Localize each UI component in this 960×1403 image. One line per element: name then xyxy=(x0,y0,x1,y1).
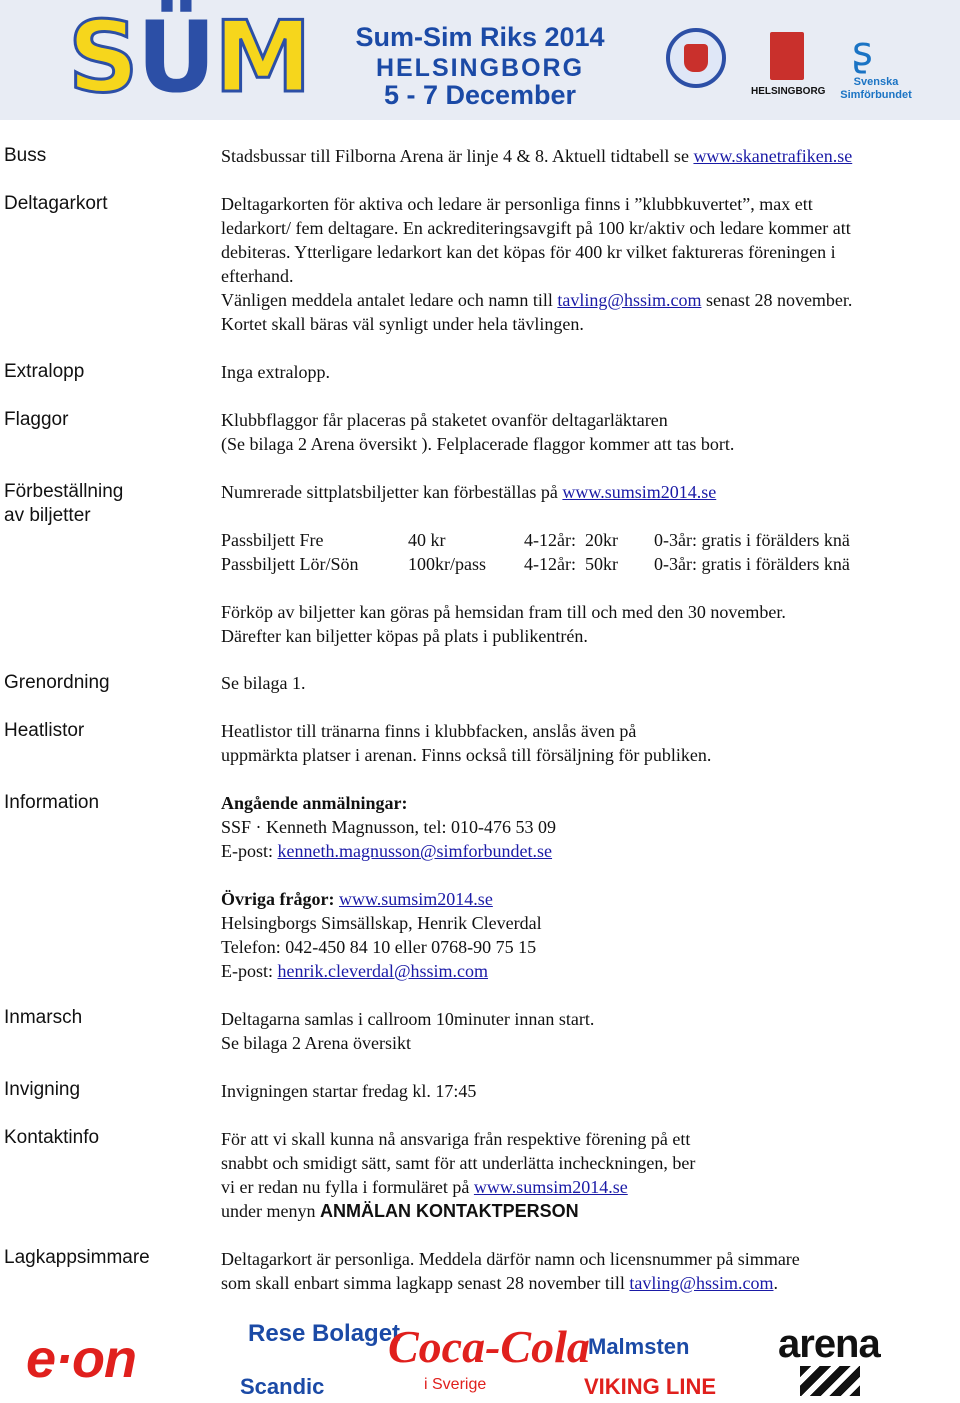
helsingborg-logo-label: HELSINGBORG xyxy=(751,86,826,97)
ssf-logo-label: Svenska Simförbundet xyxy=(840,76,912,101)
event-dates: 5 - 7 December xyxy=(383,80,577,110)
info-heading: Angående anmälningar: xyxy=(221,793,408,813)
tavling-email-link[interactable]: tavling@hssim.com xyxy=(557,290,702,310)
label-forbestallning: Förbeställning xyxy=(4,481,124,502)
label-information: Information xyxy=(4,792,100,813)
coca-cola-sub-label: i Sverige xyxy=(424,1376,487,1393)
label-buss: Buss xyxy=(4,145,47,166)
price-row-2-infant: 0-3år: gratis i förälders knä xyxy=(654,554,850,574)
deltagarkort-last: Kortet skall bäras väl synligt under hela tävlingen. xyxy=(221,314,584,334)
malmsten-logo: Malmsten xyxy=(588,1334,690,1359)
presale-line-2: Därefter kan biljetter köpas på plats i publikentrén. xyxy=(221,626,588,646)
menu-name: ANMÄLAN KONTAKTPERSON xyxy=(319,1201,579,1221)
resebolaget-logo: Rese Bolaget xyxy=(248,1320,401,1347)
kontaktinfo-line-2: snabbt och smidigt sätt, samt för att underlätta incheckningen, ber xyxy=(221,1153,696,1173)
scandic-logo: Scandic xyxy=(240,1374,325,1399)
inmarsch-line-1: Deltagarna samlas i callroom 10minuter innan start. xyxy=(221,1009,595,1029)
label-kontaktinfo: Kontaktinfo xyxy=(4,1127,100,1148)
deltagarkort-line-2: ledarkort/ fem deltagare. En ackrediteringsavgift på 100 kr/aktiv och ledare kommer att xyxy=(221,218,851,238)
eon-logo: e·on xyxy=(26,1329,136,1389)
price-row-2-child: 4-12år: 50kr xyxy=(524,554,618,574)
arena-diamond-icon xyxy=(800,1366,860,1396)
label-extralopp: Extralopp xyxy=(4,361,85,382)
heatlistor-line-2: uppmärkta platser i arenan. Finns också till försäljning för publiken. xyxy=(221,745,712,765)
coca-cola-logo: Coca-Cola xyxy=(388,1321,590,1372)
price-row-2-name: Passbiljett Lör/Sön xyxy=(221,554,359,574)
deltagarkort-line-4: efterhand. xyxy=(221,266,294,286)
info-ssf-email: E-post: kenneth.magnusson@simforbundet.se xyxy=(221,841,553,861)
henrik-email-link[interactable]: henrik.cleverdal@hssim.com xyxy=(277,961,489,981)
viking-line-logo: VIKING LINE xyxy=(584,1374,717,1399)
info-ssf-contact: SSF · Kenneth Magnusson, tel: 010-476 53 09 xyxy=(221,817,556,837)
invigning-text: Invigningen startar fredag kl. 17:45 xyxy=(221,1081,477,1101)
biljetter-text: Numrerade sittplatsbiljetter kan förbeställas på www.sumsim2014.se xyxy=(221,482,717,502)
skanetrafiken-link[interactable]: www.skanetrafiken.se xyxy=(693,146,853,166)
sumsim-link-info[interactable]: www.sumsim2014.se xyxy=(338,889,493,909)
grenordning-text: Se bilaga 1. xyxy=(221,673,306,693)
info-phone: Telefon: 042-450 84 10 eller 0768-90 75 15 xyxy=(221,937,537,957)
label-invigning: Invigning xyxy=(4,1079,81,1100)
flaggor-line-2: (Se bilaga 2 Arena översikt ). Felplacerade flaggor kommer att tas bort. xyxy=(221,434,735,454)
deltagarkort-contact: Vänligen meddela antalet ledare och namn till tavling@hssim.com senast 28 november. xyxy=(221,290,853,310)
kontaktinfo-line-3: vi er redan nu fylla i formuläret på www.sumsim2014.se xyxy=(221,1177,628,1197)
swan-icon: ʂ xyxy=(852,29,873,75)
extralopp-text: Inga extralopp. xyxy=(221,362,330,382)
heatlistor-line-1: Heatlistor till tränarna finns i klubbfacken, anslås även på xyxy=(221,721,637,741)
label-lagkappsimmare: Lagkappsimmare xyxy=(4,1247,150,1268)
presale-line-1: Förköp av biljetter kan göras på hemsidan fram till och med den 30 november. xyxy=(221,602,786,622)
label-heatlistor: Heatlistor xyxy=(4,720,85,741)
kenneth-email-link[interactable]: kenneth.magnusson@simforbundet.se xyxy=(277,841,553,861)
price-row-2-price: 100kr/pass xyxy=(408,554,486,574)
label-inmarsch: Inmarsch xyxy=(4,1007,83,1028)
helsingborg-castle-icon xyxy=(770,32,804,80)
deltagarkort-line-3: debiteras. Ytterligare ledarkort kan det köpas för 400 kr vilket faktureras föreningen i xyxy=(221,242,836,262)
price-row-1-price: 40 kr xyxy=(408,530,446,550)
info-other: Övriga frågor: www.sumsim2014.se xyxy=(221,889,493,909)
label-flaggor: Flaggor xyxy=(4,409,69,430)
event-title: Sum-Sim Riks 2014 xyxy=(355,22,605,52)
price-row-1-infant: 0-3år: gratis i förälders knä xyxy=(654,530,850,550)
kontaktinfo-line-1: För att vi skall kunna nå ansvariga från respektive förening på ett xyxy=(221,1129,691,1149)
label-av-biljetter: av biljetter xyxy=(4,505,91,526)
info-club-email: E-post: henrik.cleverdal@hssim.com xyxy=(221,961,489,981)
tavling-email-link-2[interactable]: tavling@hssim.com xyxy=(629,1273,774,1293)
lagkapp-line-1: Deltagarkort är personliga. Meddela därför namn och licensnummer på simmare xyxy=(221,1249,800,1269)
deltagarkort-line-1: Deltagarkorten för aktiva och ledare är personliga finns i ”klubbkuvertet”, max ett xyxy=(221,194,813,214)
price-row-1-child: 4-12år: 20kr xyxy=(524,530,618,550)
sumsim-link-biljetter[interactable]: www.sumsim2014.se xyxy=(562,482,717,502)
info-club: Helsingborgs Simsällskap, Henrik Cleverdal xyxy=(221,913,542,933)
label-grenordning: Grenordning xyxy=(4,672,110,693)
sumsim-link-kontakt[interactable]: www.sumsim2014.se xyxy=(473,1177,628,1197)
label-deltagarkort: Deltagarkort xyxy=(4,193,108,214)
kontaktinfo-line-4: under menyn ANMÄLAN KONTAKTPERSON xyxy=(221,1201,579,1221)
arena-logo: arena xyxy=(778,1322,880,1366)
price-row-1-name: Passbiljett Fre xyxy=(221,530,324,550)
inmarsch-line-2: Se bilaga 2 Arena översikt xyxy=(221,1033,411,1053)
club-seal-logo xyxy=(666,28,726,88)
sum-logo: SÜM xyxy=(68,1,310,115)
lagkapp-line-2: som skall enbart simma lagkapp senast 28 november till tavling@hssim.com. xyxy=(221,1273,778,1293)
buss-text: Stadsbussar till Filborna Arena är linje 4 & 8. Aktuell tidtabell se www.skanetrafiken.se xyxy=(221,146,853,166)
flaggor-line-1: Klubbflaggor får placeras på staketet ovanför deltagarläktaren xyxy=(221,410,668,430)
event-city: HELSINGBORG xyxy=(375,54,585,82)
